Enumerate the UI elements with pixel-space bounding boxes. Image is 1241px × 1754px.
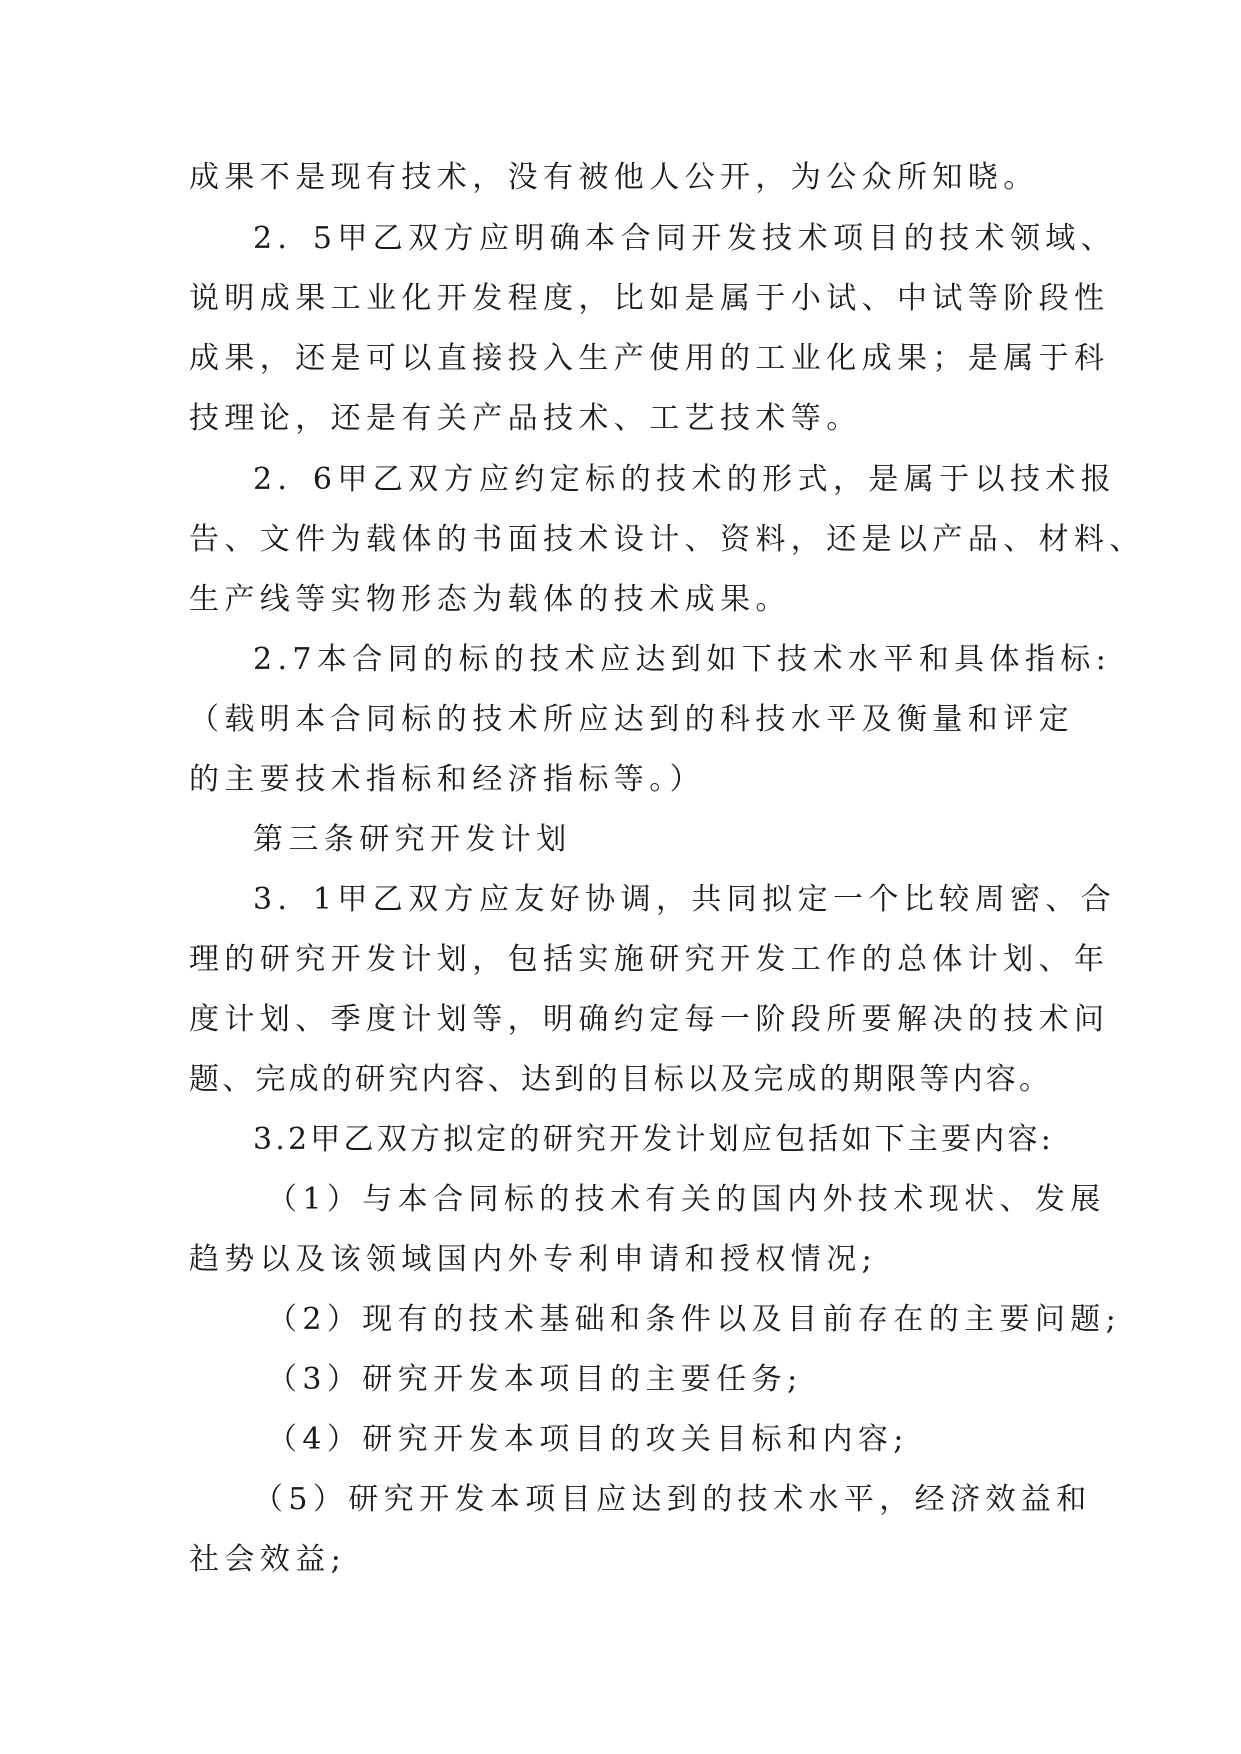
clause-2-5-line: 2．5甲乙双方应明确本合同开发技术项目的技术领域、 bbox=[253, 221, 1117, 256]
paragraph-line: 理的研究开发计划，包括实施研究开发工作的总体计划、年 bbox=[189, 942, 1110, 977]
clause-3-1-line: 3．1甲乙双方应友好协调，共同拟定一个比较周密、合 bbox=[253, 882, 1117, 917]
paragraph-line: 度计划、季度计划等，明确约定每一阶段所要解决的技术问 bbox=[189, 1002, 1110, 1037]
paragraph-line: 生产线等实物形态为载体的技术成果。 bbox=[189, 582, 791, 617]
paragraph-line: 的主要技术指标和经济指标等。） bbox=[189, 762, 705, 797]
paragraph-line: 题、完成的研究内容、达到的目标以及完成的期限等内容。 bbox=[189, 1062, 1053, 1097]
list-item-1: （1）与本合同标的技术有关的国内外技术现状、发展 bbox=[267, 1182, 1106, 1217]
list-item-3: （3）研究开发本项目的主要任务; bbox=[267, 1362, 803, 1397]
clause-2-6-line: 2．6甲乙双方应约定标的技术的形式，是属于以技术报 bbox=[253, 462, 1117, 497]
paragraph-line: 告、文件为载体的书面技术设计、资料，还是以产品、材料、 bbox=[189, 522, 1145, 557]
paragraph-line: 说明成果工业化开发程度，比如是属于小试、中试等阶段性 bbox=[189, 281, 1110, 316]
paragraph-line: （载明本合同标的技术所应达到的科技水平及衡量和评定 bbox=[189, 702, 1074, 737]
section-heading-3: 第三条研究开发计划 bbox=[253, 822, 572, 857]
list-item-4: （4）研究开发本项目的攻关目标和内容; bbox=[267, 1422, 909, 1457]
list-item-2: （2）现有的技术基础和条件以及目前存在的主要问题; bbox=[267, 1302, 1122, 1337]
paragraph-line: 社会效益; bbox=[189, 1542, 347, 1577]
paragraph-line: 成果不是现有技术，没有被他人公开，为公众所知晓。 bbox=[189, 160, 1039, 195]
clause-2-7-line: 2.7本合同的标的技术应达到如下技术水平和具体指标: bbox=[253, 642, 1112, 677]
paragraph-line: 趋势以及该领域国内外专利申请和授权情况; bbox=[189, 1242, 878, 1277]
clause-3-2-line: 3.2甲乙双方拟定的研究开发计划应包括如下主要内容: bbox=[253, 1122, 1055, 1157]
paragraph-line: 成果，还是可以直接投入生产使用的工业化成果；是属于科 bbox=[189, 341, 1110, 376]
list-item-5: （5）研究开发本项目应达到的技术水平，经济效益和 bbox=[253, 1482, 1092, 1517]
paragraph-line: 技理论，还是有关产品技术、工艺技术等。 bbox=[189, 401, 862, 436]
